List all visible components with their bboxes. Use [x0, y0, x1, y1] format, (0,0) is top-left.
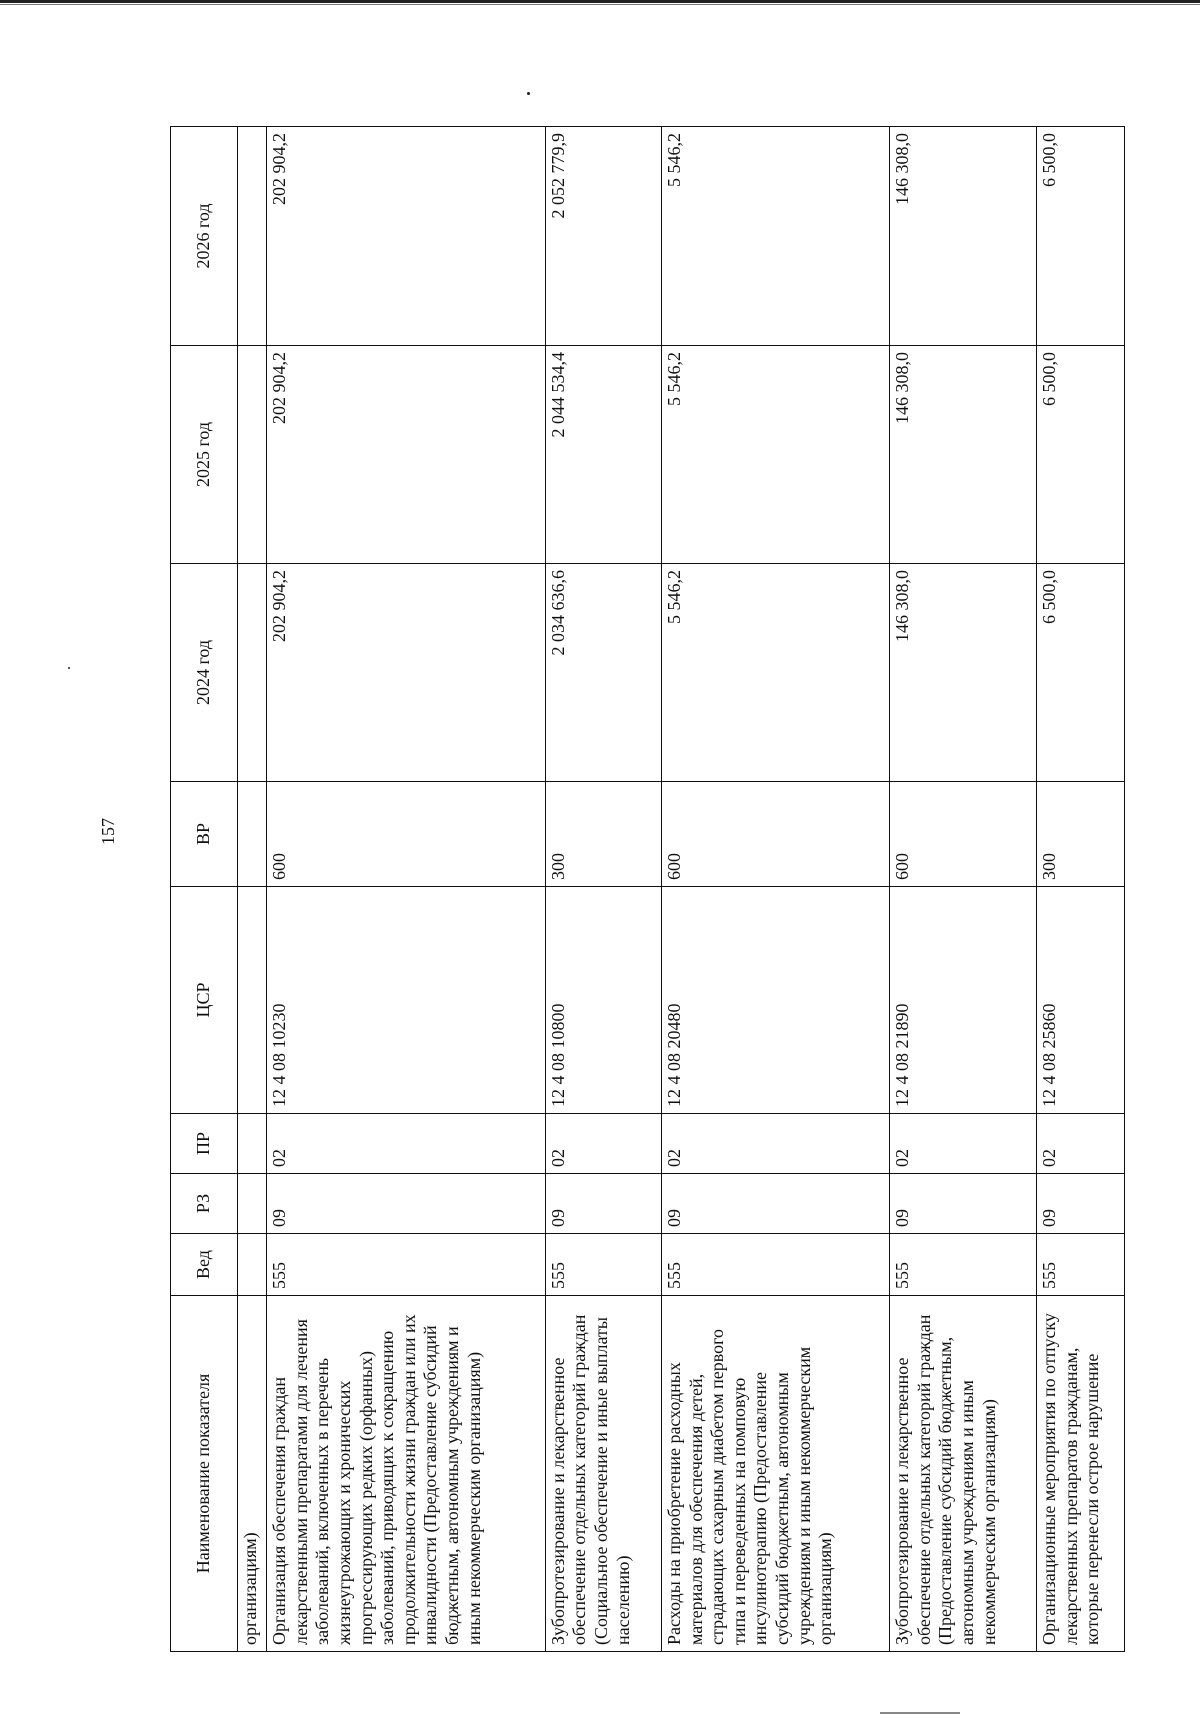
table-row — [1037, 127, 1125, 1652]
cell-rz: 09 — [267, 1174, 546, 1234]
cell-pr: 02 — [890, 1114, 1037, 1174]
cell-ved: 555 — [545, 1234, 661, 1296]
cell-name: Организация обеспечения граждан лекарственными препаратами для лечения заболеваний, включенных в перечень жизнеугрожающих и хронических прогрессирующих редких (орфанных) заболеваний, приводящих к сокращению продолжительности жизни граждан или их инвалидности (Предоставление субсидий бюджетным, автономным учреждениям и иным некоммерческим организациям) — [267, 1296, 546, 1652]
cell-2026: 5 546,2 — [662, 127, 890, 346]
cell-csr: 12 4 08 10800 — [545, 887, 661, 1114]
cell-rz: 09 — [662, 1174, 890, 1234]
budget-table — [170, 126, 1125, 1652]
cell-2025: 202 904,2 — [267, 346, 546, 564]
table-row — [267, 127, 546, 1652]
cell-2024: 146 308,0 — [890, 564, 1037, 782]
cell-empty — [238, 1114, 267, 1174]
cell-name: Организационные мероприятия по отпуску лекарственных препаратов гражданам, которые перенесли острое нарушение — [1037, 1296, 1125, 1652]
cell-2025: 2 044 534,4 — [545, 346, 661, 564]
header-pr: ПР — [171, 1114, 238, 1174]
cell-csr: 12 4 08 10230 — [267, 887, 546, 1114]
cell-2025: 6 500,0 — [1037, 346, 1125, 564]
cell-csr: 12 4 08 20480 — [662, 887, 890, 1114]
cell-name: организациям) — [238, 1296, 267, 1652]
cell-empty — [238, 887, 267, 1114]
cell-vr: 600 — [662, 782, 890, 887]
cell-pr: 02 — [267, 1114, 546, 1174]
header-ved: Вед — [171, 1234, 238, 1296]
cell-empty — [238, 127, 267, 346]
cell-name: Расходы на приобретение расходных материалов для обеспечения детей, страдающих сахарным диабетом первого типа и переведенных на помповую инсулинотерапию (Предоставление субсидий бюджетным, автономным учреждениям и иным некоммерческим организациям) — [662, 1296, 890, 1652]
cell-pr: 02 — [662, 1114, 890, 1174]
cell-pr: 02 — [545, 1114, 661, 1174]
cell-vr: 600 — [890, 782, 1037, 887]
header-csr: ЦСР — [171, 887, 238, 1114]
page-number: 157 — [98, 818, 118, 845]
header-name: Наименование показателя — [171, 1296, 238, 1652]
scan-speck — [527, 92, 530, 95]
cell-2026: 6 500,0 — [1037, 127, 1125, 346]
cell-2026: 146 308,0 — [890, 127, 1037, 346]
cell-csr: 12 4 08 25860 — [1037, 887, 1125, 1114]
scan-speck — [68, 667, 70, 669]
cell-2025: 146 308,0 — [890, 346, 1037, 564]
table-row — [662, 127, 890, 1652]
cell-ved: 555 — [267, 1234, 546, 1296]
header-2026: 2026 год — [171, 127, 238, 346]
scan-edge-mark — [880, 1712, 960, 1714]
cell-2026: 202 904,2 — [267, 127, 546, 346]
cell-rz: 09 — [1037, 1174, 1125, 1234]
cell-empty — [238, 782, 267, 887]
cell-2024: 5 546,2 — [662, 564, 890, 782]
table-row — [545, 127, 661, 1652]
cell-2025: 5 546,2 — [662, 346, 890, 564]
cell-vr: 300 — [1037, 782, 1125, 887]
cell-empty — [238, 564, 267, 782]
cell-csr: 12 4 08 21890 — [890, 887, 1037, 1114]
rotated-table-container — [170, 127, 1125, 1652]
cell-rz: 09 — [545, 1174, 661, 1234]
cell-2026: 2 052 779,9 — [545, 127, 661, 346]
cell-pr: 02 — [1037, 1114, 1125, 1174]
table-row-continuation — [238, 127, 267, 1652]
header-rz: РЗ — [171, 1174, 238, 1234]
cell-ved: 555 — [1037, 1234, 1125, 1296]
header-row — [171, 127, 238, 1652]
cell-empty — [238, 346, 267, 564]
header-2025: 2025 год — [171, 346, 238, 564]
header-vr: ВР — [171, 782, 238, 887]
top-border-line — [0, 0, 1200, 3]
cell-2024: 202 904,2 — [267, 564, 546, 782]
cell-empty — [238, 1174, 267, 1234]
cell-vr: 300 — [545, 782, 661, 887]
table-row — [890, 127, 1037, 1652]
header-2024: 2024 год — [171, 564, 238, 782]
cell-ved: 555 — [890, 1234, 1037, 1296]
cell-2024: 2 034 636,6 — [545, 564, 661, 782]
cell-ved: 555 — [662, 1234, 890, 1296]
top-border-line-thin — [0, 4, 1200, 5]
cell-name: Зубопротезирование и лекарственное обеспечение отдельных категорий граждан (Предоставление субсидий бюджетным, автономным учреждениям и иным некоммерческим организациям) — [890, 1296, 1037, 1652]
cell-rz: 09 — [890, 1174, 1037, 1234]
cell-vr: 600 — [267, 782, 546, 887]
cell-empty — [238, 1234, 267, 1296]
cell-2024: 6 500,0 — [1037, 564, 1125, 782]
cell-name: Зубопротезирование и лекарственное обеспечение отдельных категорий граждан (Социальное обеспечение и иные выплаты населению) — [545, 1296, 661, 1652]
